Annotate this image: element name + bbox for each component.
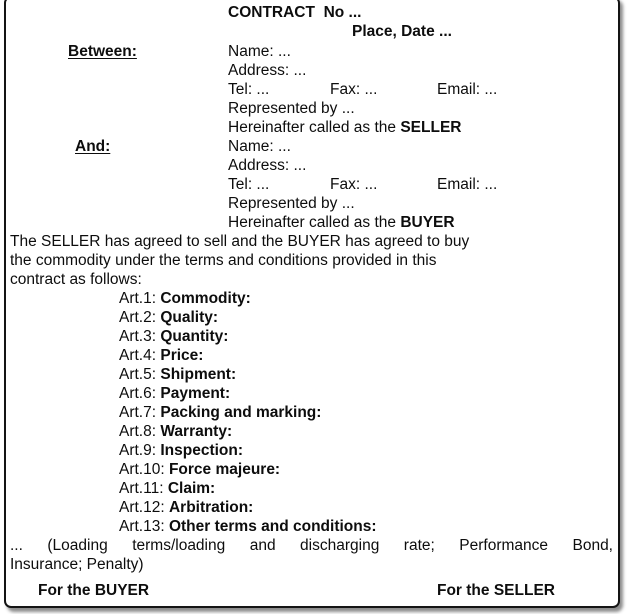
article-row-10: Art.10: Force majeure: bbox=[119, 461, 281, 478]
contract-title: CONTRACT No ... bbox=[228, 4, 362, 21]
buyer-email: Email: ... bbox=[437, 176, 498, 193]
article-row-2: Art.2: Quality: bbox=[119, 309, 219, 326]
buyer-tel: Tel: ... bbox=[228, 176, 270, 193]
seller-role: SELLER bbox=[400, 119, 462, 136]
seller-tel: Tel: ... bbox=[228, 81, 270, 98]
buyer-hereinafter-line: Hereinafter called as the BUYER bbox=[228, 214, 455, 231]
for-the-buyer-label: For the BUYER bbox=[38, 582, 150, 599]
seller-represented-line: Represented by ... bbox=[228, 100, 355, 117]
article-row-9: Art.9: Inspection: bbox=[119, 442, 244, 459]
intro-line-1: The SELLER has agreed to sell and the BUYER has agreed to buy bbox=[10, 233, 470, 250]
place-date-line: Place, Date ... bbox=[352, 23, 452, 40]
article-row-8: Art.8: Warranty: bbox=[119, 423, 233, 440]
buyer-represented-line: Represented by ... bbox=[228, 195, 355, 212]
article-row-12: Art.12: Arbitration: bbox=[119, 499, 254, 516]
and-label: And: bbox=[75, 138, 111, 155]
article-row-1: Art.1: Commodity: bbox=[119, 290, 251, 307]
article-row-11: Art.11: Claim: bbox=[119, 480, 216, 497]
seller-fax: Fax: ... bbox=[330, 81, 378, 98]
article-row-7: Art.7: Packing and marking: bbox=[119, 404, 322, 421]
note-line-2: Insurance; Penalty) bbox=[10, 556, 144, 573]
buyer-role: BUYER bbox=[400, 214, 455, 231]
buyer-contact-line bbox=[228, 175, 497, 194]
article-row-5: Art.5: Shipment: bbox=[119, 366, 237, 383]
seller-email: Email: ... bbox=[437, 81, 498, 98]
seller-address-line: Address: ... bbox=[228, 62, 307, 79]
article-row-13: Art.13: Other terms and conditions: bbox=[119, 518, 377, 535]
article-row-4: Art.4: Price: bbox=[119, 347, 204, 364]
for-the-seller-label: For the SELLER bbox=[437, 582, 555, 599]
note-line-1: ... (Loading terms/loading and discharging rate; Performance Bond, bbox=[10, 537, 613, 554]
between-label: Between: bbox=[68, 43, 137, 60]
seller-contact-line bbox=[228, 80, 497, 99]
intro-line-2: the commodity under the terms and conditions provided in this bbox=[10, 252, 437, 269]
seller-name-line: Name: ... bbox=[228, 43, 291, 60]
article-row-3: Art.3: Quantity: bbox=[119, 328, 229, 345]
buyer-address-line: Address: ... bbox=[228, 157, 307, 174]
seller-hereinafter-line: Hereinafter called as the SELLER bbox=[228, 119, 462, 136]
buyer-name-line: Name: ... bbox=[228, 138, 291, 155]
intro-line-3: contract as follows: bbox=[10, 271, 142, 288]
article-row-6: Art.6: Payment: bbox=[119, 385, 231, 402]
buyer-fax: Fax: ... bbox=[330, 176, 378, 193]
